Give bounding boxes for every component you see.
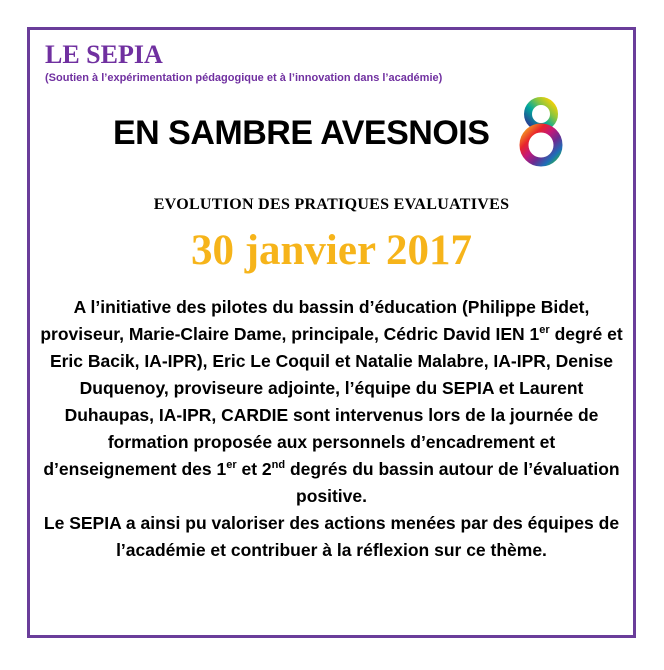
superscript: er — [539, 324, 550, 337]
text-segment: et 2 — [236, 459, 272, 479]
rainbow-eight-logo-icon — [518, 95, 564, 167]
body-text — [40, 294, 623, 564]
text-segment: degrés du bassin autour de l’évaluation positive. — [285, 459, 620, 506]
org-tagline: (Soutien à l’expérimentation pédagogique et à l’innovation dans l’académie) — [45, 72, 443, 84]
org-title: LE SEPIA — [45, 40, 163, 69]
paragraph-initiative — [40, 294, 623, 510]
text-segment: A l’initiative des pilotes du bassin d’éducation (Philippe Bidet, proviseur, Marie-Claire Dame, principale, Cédric David IEN 1 — [40, 297, 590, 344]
superscript: er — [226, 459, 237, 472]
event-date: 30 janvier 2017 — [190, 227, 473, 274]
superscript: nd — [271, 459, 286, 472]
text-segment: degré et Eric Bacik, IA-IPR), Eric Le Coquil et Natalie Malabre, IA-IPR, Denise Duquenoy, proviseure adjointe, l’équipe du SEPIA et Laurent Duhaupas, IA-IPR, CARDIE sont intervenus lors de la journée de formation proposée aux personnels d’encadrement et d’enseignement des 1 — [43, 324, 623, 479]
page-frame — [27, 27, 636, 638]
event-subject: EVOLUTION DES PRATIQUES EVALUATIVES — [153, 196, 510, 213]
region-title: EN SAMBRE AVESNOIS — [113, 114, 490, 152]
paragraph-conclusion: Le SEPIA a ainsi pu valoriser des actions menées par des équipes de l’académie et contribuer à la réflexion sur ce thème. — [43, 513, 620, 560]
